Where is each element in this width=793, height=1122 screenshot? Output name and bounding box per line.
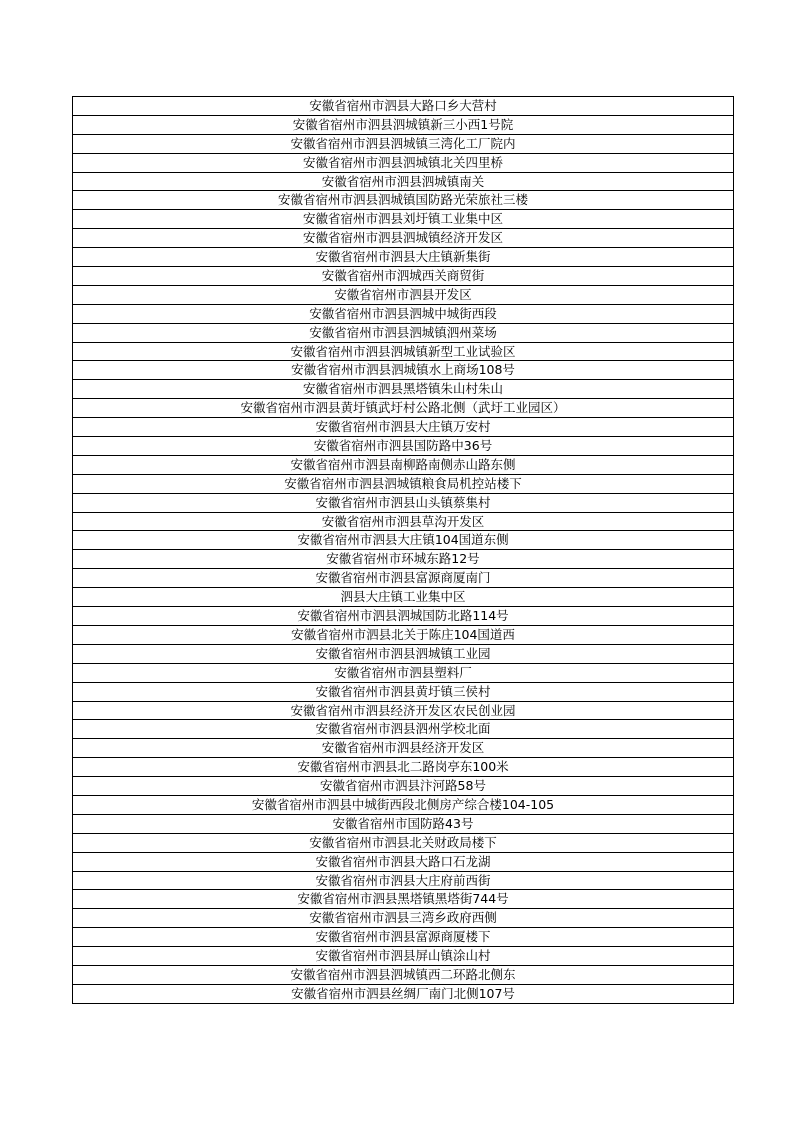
table-row: 安徽省宿州市泗县泗城镇粮食局机控站楼下: [73, 475, 733, 494]
table-row: 安徽省宿州市泗县汴河路58号: [73, 777, 733, 796]
table-row: 安徽省宿州市泗城西关商贸街: [73, 267, 733, 286]
table-row: 安徽省宿州市泗县屏山镇涂山村: [73, 947, 733, 966]
table-row: 安徽省宿州市泗县大路口乡大营村: [73, 97, 733, 116]
table-row: 安徽省宿州市泗县经济开发区: [73, 739, 733, 758]
table-row: 安徽省宿州市泗县泗城镇新三小西1号院: [73, 116, 733, 135]
table-row: 安徽省宿州市国防路43号: [73, 815, 733, 834]
table-row: 安徽省宿州市泗县山头镇蔡集村: [73, 494, 733, 513]
table-row: 安徽省宿州市泗县北二路岗亭东100米: [73, 758, 733, 777]
table-row: 安徽省宿州市泗县泗州学校北面: [73, 720, 733, 739]
table-row: 安徽省宿州市泗县中城街西段北侧房产综合楼104-105: [73, 796, 733, 815]
table-row: 安徽省宿州市泗县黄圩镇武圩村公路北侧（武圩工业园区）: [73, 399, 733, 418]
address-table: [72, 96, 734, 1004]
table-row: 安徽省宿州市泗县富源商厦楼下: [73, 928, 733, 947]
table-row: 安徽省宿州市泗县国防路中36号: [73, 437, 733, 456]
table-row: 安徽省宿州市泗县经济开发区农民创业园: [73, 702, 733, 721]
table-row: 安徽省宿州市泗县刘圩镇工业集中区: [73, 210, 733, 229]
table-row: 安徽省宿州市泗县泗城镇国防路光荣旅社三楼: [73, 191, 733, 210]
table-row: 安徽省宿州市泗县塑料厂: [73, 664, 733, 683]
table-row: 安徽省宿州市泗县三湾乡政府西侧: [73, 909, 733, 928]
table-row: 安徽省宿州市泗县大庄镇新集街: [73, 248, 733, 267]
table-row: 安徽省宿州市泗县泗城镇工业园: [73, 645, 733, 664]
table-row: 泗县大庄镇工业集中区: [73, 588, 733, 607]
table-row: 安徽省宿州市泗县泗城镇泗州菜场: [73, 324, 733, 343]
table-row: 安徽省宿州市泗县丝绸厂南门北侧107号: [73, 985, 733, 1004]
table-row: 安徽省宿州市泗县大路口石龙湖: [73, 853, 733, 872]
table-row: 安徽省宿州市泗县黑塔镇黑塔街744号: [73, 890, 733, 909]
table-row: 安徽省宿州市泗县富源商厦南门: [73, 569, 733, 588]
table-row: 安徽省宿州市泗县大庄镇万安村: [73, 418, 733, 437]
table-row: 安徽省宿州市泗县泗城国防北路114号: [73, 607, 733, 626]
table-row: 安徽省宿州市泗县泗城镇新型工业试验区: [73, 343, 733, 362]
table-row: 安徽省宿州市泗县泗城镇南关: [73, 173, 733, 192]
table-row: 安徽省宿州市泗县泗城中城街西段: [73, 305, 733, 324]
table-row: 安徽省宿州市泗县泗城镇三湾化工厂院内: [73, 135, 733, 154]
table-row: 安徽省宿州市泗县大庄府前西街: [73, 872, 733, 891]
table-row: 安徽省宿州市泗县开发区: [73, 286, 733, 305]
table-row: 安徽省宿州市泗县泗城镇经济开发区: [73, 229, 733, 248]
table-row: 安徽省宿州市泗县草沟开发区: [73, 513, 733, 532]
table-row: 安徽省宿州市泗县北关财政局楼下: [73, 834, 733, 853]
table-row: 安徽省宿州市泗县泗城镇水上商场108号: [73, 361, 733, 380]
table-row: 安徽省宿州市泗县大庄镇104国道东侧: [73, 531, 733, 550]
table-row: 安徽省宿州市泗县黄圩镇三侯村: [73, 683, 733, 702]
table-row: 安徽省宿州市泗县黑塔镇朱山村朱山: [73, 380, 733, 399]
table-row: 安徽省宿州市环城东路12号: [73, 550, 733, 569]
table-row: 安徽省宿州市泗县南柳路南侧赤山路东侧: [73, 456, 733, 475]
table-row: 安徽省宿州市泗县泗城镇北关四里桥: [73, 154, 733, 173]
table-row: 安徽省宿州市泗县泗城镇西二环路北侧东: [73, 966, 733, 985]
table-row: 安徽省宿州市泗县北关于陈庄104国道西: [73, 626, 733, 645]
